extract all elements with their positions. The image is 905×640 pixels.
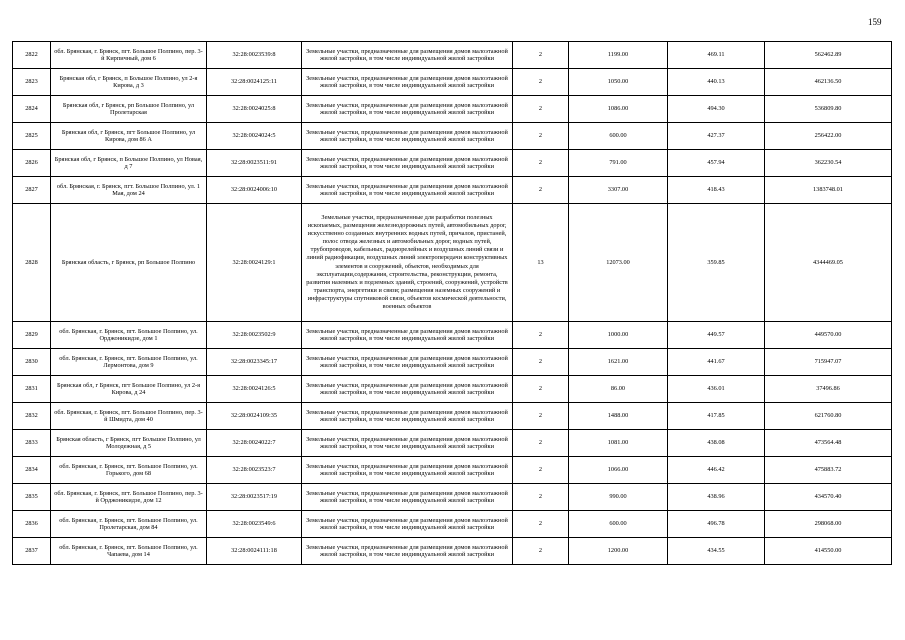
cadastral-number-cell: 32:28:0024022:7	[207, 430, 302, 457]
table-body	[13, 42, 892, 565]
land-use-cell: Земельные участки, предназначенные для размещения домов малоэтажной жилой застройки, в том числе индивидуальной жилой застройки	[302, 96, 513, 123]
table-row	[13, 177, 892, 204]
cadastral-number-cell: 32:28:0023523:7	[207, 457, 302, 484]
cadastral-value-cell: 1383748.01	[765, 177, 892, 204]
cadastral-value-cell: 256422.00	[765, 123, 892, 150]
cadastral-value-cell: 414550.00	[765, 538, 892, 565]
area-cell: 600.00	[569, 123, 668, 150]
specific-value-cell: 441.67	[668, 349, 765, 376]
cadastral-number-cell: 32:28:0024129:1	[207, 204, 302, 322]
table-row	[13, 349, 892, 376]
row-number-cell: 2828	[13, 204, 51, 322]
specific-value-cell: 417.85	[668, 403, 765, 430]
cadastral-number-cell: 32:28:0023517:19	[207, 484, 302, 511]
specific-value-cell: 418.43	[668, 177, 765, 204]
row-number-cell: 2826	[13, 150, 51, 177]
row-number-cell: 2837	[13, 538, 51, 565]
use-group-cell: 2	[513, 42, 569, 69]
table-row	[13, 69, 892, 96]
area-cell: 1488.00	[569, 403, 668, 430]
specific-value-cell: 469.11	[668, 42, 765, 69]
area-cell: 791.00	[569, 150, 668, 177]
row-number-cell: 2823	[13, 69, 51, 96]
address-cell: Брянская обл, г Брянск, рп Большое Полпино, ул Пролетарская	[51, 96, 207, 123]
table-row	[13, 204, 892, 322]
land-use-cell: Земельные участки, предназначенные для размещения домов малоэтажной жилой застройки, в том числе индивидуальной жилой застройки	[302, 538, 513, 565]
address-cell: обл. Брянская, г. Брянск, пгт. Большое Полпино, пер. 3-й Шмидта, дом 40	[51, 403, 207, 430]
use-group-cell: 2	[513, 150, 569, 177]
use-group-cell: 2	[513, 484, 569, 511]
specific-value-cell: 494.30	[668, 96, 765, 123]
cadastral-number-cell: 32:28:0023549:6	[207, 511, 302, 538]
table-row	[13, 538, 892, 565]
table-row	[13, 511, 892, 538]
cadastral-value-cell: 4344469.05	[765, 204, 892, 322]
use-group-cell: 2	[513, 96, 569, 123]
specific-value-cell: 457.94	[668, 150, 765, 177]
address-cell: Брянская обл, г Брянск, п Большое Полпино, ул Новая, д 7	[51, 150, 207, 177]
area-cell: 1621.00	[569, 349, 668, 376]
land-use-cell: Земельные участки, предназначенные для размещения домов малоэтажной жилой застройки, в том числе индивидуальной жилой застройки	[302, 322, 513, 349]
land-use-cell: Земельные участки, предназначенные для размещения домов малоэтажной жилой застройки, в том числе индивидуальной жилой застройки	[302, 177, 513, 204]
land-use-cell: Земельные участки, предназначенные для размещения домов малоэтажной жилой застройки, в том числе индивидуальной жилой застройки	[302, 42, 513, 69]
cadastral-number-cell: 32:28:0023502:9	[207, 322, 302, 349]
address-cell: обл. Брянская, г. Брянск, пгт. Большое Полпино, пер. 3-й Орджоникидзе, дом 12	[51, 484, 207, 511]
cadastral-number-cell: 32:28:0024125:11	[207, 69, 302, 96]
area-cell: 3307.00	[569, 177, 668, 204]
specific-value-cell: 446.42	[668, 457, 765, 484]
specific-value-cell: 496.78	[668, 511, 765, 538]
address-cell: обл. Брянская, г. Брянск, пгт. Большое Полпино, ул. 1 Мая, дом 24	[51, 177, 207, 204]
address-cell: Брянская область, г Брянск, рп Большое Полпино	[51, 204, 207, 322]
land-use-cell: Земельные участки, предназначенные для размещения домов малоэтажной жилой застройки, в том числе индивидуальной жилой застройки	[302, 511, 513, 538]
specific-value-cell: 359.85	[668, 204, 765, 322]
use-group-cell: 2	[513, 177, 569, 204]
land-use-cell: Земельные участки, предназначенные для размещения домов малоэтажной жилой застройки, в том числе индивидуальной жилой застройки	[302, 349, 513, 376]
cadastral-value-cell: 462136.50	[765, 69, 892, 96]
address-cell: обл. Брянская, г. Брянск, пгт. Большое Полпино, пер. 3-й Кирпичный, дом 6	[51, 42, 207, 69]
cadastral-number-cell: 32:28:0024111:18	[207, 538, 302, 565]
land-use-cell: Земельные участки, предназначенные для размещения домов малоэтажной жилой застройки, в том числе индивидуальной жилой застройки	[302, 430, 513, 457]
cadastral-number-cell: 32:28:0023511:91	[207, 150, 302, 177]
address-cell: обл. Брянская, г. Брянск, пгт. Большое Полпино, ул. Чапаева, дом 14	[51, 538, 207, 565]
cadastral-value-cell: 298068.00	[765, 511, 892, 538]
area-cell: 990.00	[569, 484, 668, 511]
area-cell: 1050.00	[569, 69, 668, 96]
use-group-cell: 2	[513, 349, 569, 376]
specific-value-cell: 438.96	[668, 484, 765, 511]
address-cell: Брянская обл, г Брянск, пгт Большое Полпино, ул 2-я Кирова, д 24	[51, 376, 207, 403]
area-cell: 1066.00	[569, 457, 668, 484]
table-row	[13, 403, 892, 430]
table-row	[13, 42, 892, 69]
row-number-cell: 2827	[13, 177, 51, 204]
row-number-cell: 2822	[13, 42, 51, 69]
table-row	[13, 376, 892, 403]
table-row	[13, 123, 892, 150]
land-use-cell: Земельные участки, предназначенные для разработки полезных ископаемых, размещения железнодорожных путей, автомобильных дорог, искусственно созданных внутренних водных путей, причалов, пристаней, полос отвода железных и автомобильных дорог, водных путей, трубопроводов, кабельных, радиорелейных и воздушных линий связи и линий радиофикации, воздушных линий электропередачи конструктивных элементов и сооружений, объектов, необходимых для эксплуатации,содержания, строительства, реконструкции, ремонта, развития наземных и подземных зданий, строений, сооружений, устройств транспорта, энергетики и связи; размещения наземных сооружений и инфраструктуры спутниковой связи, объектов космической деятельности, военных объектов	[302, 204, 513, 322]
row-number-cell: 2825	[13, 123, 51, 150]
use-group-cell: 2	[513, 511, 569, 538]
cadastral-value-cell: 434570.40	[765, 484, 892, 511]
area-cell: 600.00	[569, 511, 668, 538]
land-use-cell: Земельные участки, предназначенные для размещения домов малоэтажной жилой застройки, в том числе индивидуальной жилой застройки	[302, 150, 513, 177]
land-use-cell: Земельные участки, предназначенные для размещения домов малоэтажной жилой застройки, в том числе индивидуальной жилой застройки	[302, 403, 513, 430]
cadastral-value-cell: 475883.72	[765, 457, 892, 484]
address-cell: обл. Брянская, г. Брянск, пгт. Большое Полпино, ул. Пролетарская, дом 84	[51, 511, 207, 538]
use-group-cell: 2	[513, 457, 569, 484]
table-row	[13, 484, 892, 511]
address-cell: обл. Брянская, г. Брянск, пгт. Большое Полпино, ул. Горького, дом 68	[51, 457, 207, 484]
table-row	[13, 457, 892, 484]
area-cell: 86.00	[569, 376, 668, 403]
land-use-cell: Земельные участки, предназначенные для размещения домов малоэтажной жилой застройки, в том числе индивидуальной жилой застройки	[302, 376, 513, 403]
specific-value-cell: 427.37	[668, 123, 765, 150]
use-group-cell: 13	[513, 204, 569, 322]
area-cell: 1086.00	[569, 96, 668, 123]
use-group-cell: 2	[513, 376, 569, 403]
table-row	[13, 150, 892, 177]
address-cell: Брянская обл, г Брянск, пгт Большое Полпино, ул Кирова, дом 86 А	[51, 123, 207, 150]
page-number: 159	[868, 17, 882, 27]
cadastral-value-cell: 37496.86	[765, 376, 892, 403]
land-use-cell: Земельные участки, предназначенные для размещения домов малоэтажной жилой застройки, в том числе индивидуальной жилой застройки	[302, 123, 513, 150]
cadastral-number-cell: 32:28:0024006:10	[207, 177, 302, 204]
area-cell: 1000.00	[569, 322, 668, 349]
row-number-cell: 2832	[13, 403, 51, 430]
area-cell: 1081.00	[569, 430, 668, 457]
address-cell: Брянская область, г Брянск, пгт Большое Полпино, ул Молодежная, д 5	[51, 430, 207, 457]
use-group-cell: 2	[513, 322, 569, 349]
specific-value-cell: 440.13	[668, 69, 765, 96]
row-number-cell: 2824	[13, 96, 51, 123]
row-number-cell: 2830	[13, 349, 51, 376]
row-number-cell: 2835	[13, 484, 51, 511]
land-use-cell: Земельные участки, предназначенные для размещения домов малоэтажной жилой застройки, в том числе индивидуальной жилой застройки	[302, 457, 513, 484]
cadastral-number-cell: 32:28:0023539:8	[207, 42, 302, 69]
row-number-cell: 2834	[13, 457, 51, 484]
area-cell: 1199.00	[569, 42, 668, 69]
cadastral-value-cell: 562462.89	[765, 42, 892, 69]
land-use-cell: Земельные участки, предназначенные для размещения домов малоэтажной жилой застройки, в том числе индивидуальной жилой застройки	[302, 484, 513, 511]
cadastral-number-cell: 32:28:0023345:17	[207, 349, 302, 376]
cadastral-number-cell: 32:28:0024109:35	[207, 403, 302, 430]
area-cell: 1200.00	[569, 538, 668, 565]
cadastral-number-cell: 32:28:0024025:8	[207, 96, 302, 123]
use-group-cell: 2	[513, 538, 569, 565]
row-number-cell: 2831	[13, 376, 51, 403]
land-registry-table	[12, 41, 892, 565]
table-row	[13, 430, 892, 457]
cadastral-value-cell: 715947.07	[765, 349, 892, 376]
address-cell: обл. Брянская, г. Брянск, пгт. Большое Полпино, ул. Лермонтова, дом 9	[51, 349, 207, 376]
use-group-cell: 2	[513, 69, 569, 96]
use-group-cell: 2	[513, 123, 569, 150]
table-row	[13, 96, 892, 123]
address-cell: Брянская обл, г Брянск, п Большое Полпино, ул 2-я Кирова, д 3	[51, 69, 207, 96]
land-use-cell: Земельные участки, предназначенные для размещения домов малоэтажной жилой застройки, в том числе индивидуальной жилой застройки	[302, 69, 513, 96]
use-group-cell: 2	[513, 430, 569, 457]
row-number-cell: 2829	[13, 322, 51, 349]
specific-value-cell: 449.57	[668, 322, 765, 349]
specific-value-cell: 436.01	[668, 376, 765, 403]
table-row	[13, 322, 892, 349]
cadastral-value-cell: 621760.80	[765, 403, 892, 430]
specific-value-cell: 438.08	[668, 430, 765, 457]
cadastral-number-cell: 32:28:0024024:5	[207, 123, 302, 150]
use-group-cell: 2	[513, 403, 569, 430]
cadastral-number-cell: 32:28:0024126:5	[207, 376, 302, 403]
row-number-cell: 2836	[13, 511, 51, 538]
cadastral-value-cell: 473564.48	[765, 430, 892, 457]
cadastral-value-cell: 449570.00	[765, 322, 892, 349]
area-cell: 12073.00	[569, 204, 668, 322]
cadastral-value-cell: 536809.80	[765, 96, 892, 123]
cadastral-value-cell: 362230.54	[765, 150, 892, 177]
row-number-cell: 2833	[13, 430, 51, 457]
address-cell: обл. Брянская, г. Брянск, пгт. Большое Полпино, ул. Орджоникидзе, дом 1	[51, 322, 207, 349]
specific-value-cell: 434.55	[668, 538, 765, 565]
